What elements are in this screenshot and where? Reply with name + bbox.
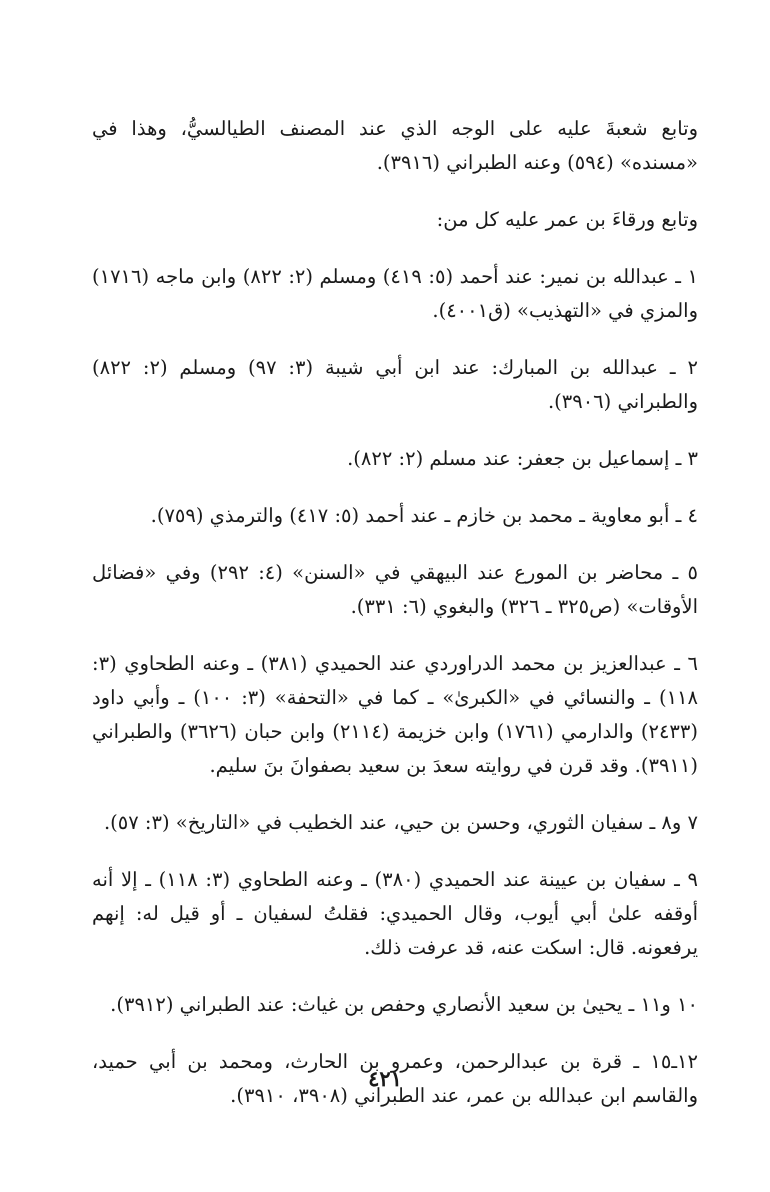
paragraph-3: ١ ـ عبدالله بن نمير: عند أحمد (٥: ٤١٩) ومسلم (٢: ٨٢٢) وابن ماجه (١٧١٦) والمزي في «التهذيب» (ق٤٠٠١). — [92, 265, 698, 322]
paragraph-7: ٥ ـ محاضر بن المورع عند البيهقي في «السنن» (٤: ٢٩٢) وفي «فضائل الأوقات» (ص٣٢٥ ـ ٣٢٦) والبغوي (٦: ٣٣١). — [92, 561, 698, 618]
page-number: ٤٢١ — [368, 1066, 402, 1091]
paragraph-5: ٣ ـ إسماعيل بن جعفر: عند مسلم (٢: ٨٢٢). — [347, 447, 698, 470]
paragraph-12: ١٢ـ١٥ ـ قرة بن عبدالرحمن، وعمرو بن الحارث، ومحمد بن أبي حميد، والقاسم ابن عبدالله بن عمر، عند الطبراني (٣٩٠٨، ٣٩١٠). — [92, 1050, 698, 1107]
paragraph-2: وتابع ورقاءَ بن عمر عليه كل من: — [436, 208, 698, 231]
paragraph-4: ٢ ـ عبدالله بن المبارك: عند ابن أبي شيبة (٣: ٩٧) ومسلم (٢: ٨٢٢) والطبراني (٣٩٠٦). — [92, 356, 698, 413]
paragraph-9: ٧ و٨ ـ سفيان الثوري، وحسن بن حيي، عند الخطيب في «التاريخ» (٣: ٥٧). — [103, 811, 698, 834]
page-body — [92, 112, 698, 1136]
paragraph-8: ٦ ـ عبدالعزيز بن محمد الدراوردي عند الحميدي (٣٨١) ـ وعنه الطحاوي (٣: ١١٨) ـ والنسائي في «الكبرىٰ» ـ كما في «التحفة» (٣: ١٠٠) ـ وأبي داود (٢٤٣٣) والدارمي (١٧٦١) وابن خزيمة (٢١١٤) وابن حبان (٣٦٢٦) والطبراني (٣٩١١). وقد قرن في روايته سعدَ بن سعيد بصفوانَ بنَ سليم. — [92, 652, 698, 777]
paragraph-11: ١٠ و١١ ـ يحيىٰ بن سعيد الأنصاري وحفص بن غياث: عند الطبراني (٣٩١٢). — [110, 993, 698, 1016]
paragraph-10: ٩ ـ سفيان بن عيينة عند الحميدي (٣٨٠) ـ وعنه الطحاوي (٣: ١١٨) ـ إلا أنه أوقفه علىٰ أبي أيوب، وقال الحميدي: فقلتُ لسفيان ـ أو قيل له: إنهم يرفعونه. قال: اسكت عنه، قد عرفت ذلك. — [92, 868, 698, 959]
paragraph-6: ٤ ـ أبو معاوية ـ محمد بن خازم ـ عند أحمد (٥: ٤١٧) والترمذي (٧٥٩). — [150, 504, 698, 527]
paragraph-1: وتابع شعبةَ عليه على الوجه الذي عند المصنف الطيالسيُّ، وهذا في «مسنده» (٥٩٤) وعنه الطبراني (٣٩١٦). — [92, 117, 698, 174]
